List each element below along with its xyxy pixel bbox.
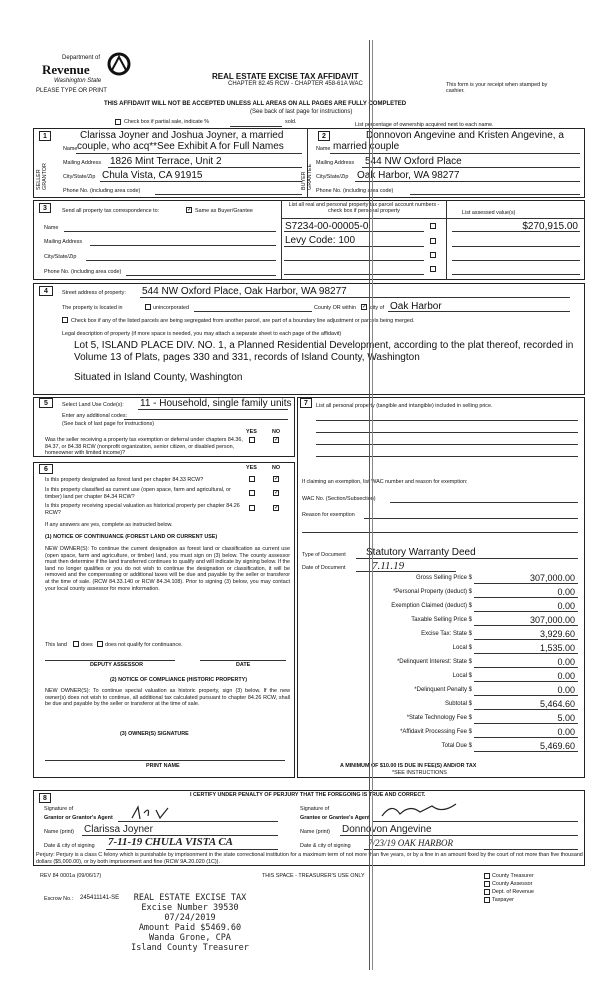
escrow-number: 245411141-SE: [80, 895, 120, 901]
total-due-value[interactable]: 5,469.60: [539, 741, 575, 751]
stamp-amount: Amount Paid $5469.60: [138, 923, 242, 933]
buyer-mail-value[interactable]: 544 NW Oxford Place: [365, 156, 462, 167]
please-type-text: PLEASE TYPE OR PRINT: [36, 88, 107, 94]
stamp-signer: Wanda Grone, CPA: [149, 933, 231, 943]
copy-dor-label: Dept. of Revenue: [492, 889, 534, 895]
county-or-label: County OR within: [314, 305, 356, 311]
document-date-value[interactable]: 7.11.19: [372, 560, 405, 572]
grantee-date-place-label: Date & city of signing: [300, 843, 351, 849]
see-instructions-note: *SEE INSTRUCTIONS: [392, 770, 447, 776]
copy-county-treasurer-label: County Treasurer: [492, 873, 534, 879]
street-address-label: Street address of property:: [62, 290, 126, 296]
list-pct-note: List percentage of ownership acquired next to each name.: [355, 122, 494, 128]
personal-property-checkbox-3[interactable]: [430, 252, 436, 258]
partial-pct-line: [230, 126, 282, 127]
tax-corr-name-label: Name: [44, 225, 59, 231]
grantee-name-print-label: Name (print): [300, 829, 330, 835]
document-type-value[interactable]: Statutory Warranty Deed: [366, 547, 476, 558]
excise-state-value[interactable]: 3,929.60: [539, 629, 575, 639]
exemption-deduct-value[interactable]: 0.00: [557, 601, 575, 611]
section-4-number: 4: [39, 286, 53, 296]
buyer-name-label: Name: [316, 146, 331, 152]
sec5-no-header: NO: [272, 429, 281, 435]
same-as-buyer-label: Same as Buyer/Grantee: [195, 208, 253, 214]
exemption-claim-label: If claiming an exemption, list WAC number and reason for exemption:: [302, 479, 468, 485]
notice-continuance-heading: (1) NOTICE OF CONTINUANCE (FOREST LAND OR CURRENT USE): [45, 534, 218, 540]
city-of-label: city of: [370, 305, 385, 311]
buyer-city-label: City/State/Zip: [316, 174, 349, 180]
exemption-deduct-label: Exemption Claimed (deduct) $: [391, 603, 472, 609]
sec5-no-checkbox[interactable]: ✓: [274, 437, 280, 443]
forest-no-checkbox[interactable]: ✓: [274, 476, 280, 482]
segregated-parcel-checkbox[interactable]: [62, 317, 68, 323]
section-8-number: 8: [39, 793, 51, 803]
personal-property-checkbox-2[interactable]: [430, 238, 436, 244]
taxable-price-label: Taxable Selling Price $: [411, 617, 472, 623]
form-title: REAL ESTATE EXCISE TAX AFFIDAVIT: [212, 72, 359, 81]
stamp-title: REAL ESTATE EXCISE TAX: [133, 893, 247, 903]
sec5-yes-header: YES: [246, 429, 257, 435]
technology-fee-value[interactable]: 5.00: [557, 713, 575, 723]
copy-taxpayer-checkbox[interactable]: [484, 897, 490, 903]
buyer-name-line2[interactable]: married couple: [333, 141, 400, 152]
escrow-label: Escrow No.:: [44, 896, 74, 902]
notice-compliance-heading: (2) NOTICE OF COMPLIANCE (HISTORIC PROPERTY): [110, 677, 248, 683]
delinquent-penalty-label: *Delinquent Penalty $: [414, 687, 472, 693]
excise-state-label: Excise Tax: State $: [421, 631, 472, 637]
parcel-number-1[interactable]: S7234-00-00005-0: [285, 221, 369, 232]
subtotal-label: Subtotal $: [444, 701, 472, 707]
logo-state-text: Washington State: [54, 78, 102, 84]
grantee-signature-icon: [380, 800, 460, 820]
land-use-see-back: (See back of last page for instructions): [62, 421, 154, 427]
segregated-parcel-label: Check box if any of the listed parcels are being segregated from another parcel, are part of a boundary line adjustment or parcels being merged.: [71, 318, 415, 324]
grantor-date-place[interactable]: 7-11-19 CHULA VISTA CA: [108, 836, 234, 848]
grantee-sig-of-label: Signature of: [300, 806, 330, 812]
treasurer-stamp: [120, 893, 260, 953]
personal-property-label: List all personal property (tangible and intangible) included in selling price.: [316, 403, 493, 409]
unincorporated-checkbox[interactable]: [145, 304, 151, 310]
personal-property-deduct-label: *Personal Property (deduct) $: [392, 589, 472, 595]
land-not-qualify-label: does not qualify for continuance.: [105, 642, 183, 648]
processing-fee-label: *Affidavit Processing Fee $: [400, 729, 472, 735]
section-7-number: 7: [300, 398, 312, 408]
seller-phone-label: Phone No. (including area code): [63, 188, 141, 194]
exemption-reason-label: Reason for exemption: [302, 512, 355, 518]
section-5-number: 5: [39, 398, 53, 408]
processing-fee-value[interactable]: 0.00: [557, 727, 575, 737]
personal-property-checkbox-1[interactable]: [430, 223, 436, 229]
delinquent-interest-state-label: *Delinquent Interest: State $: [396, 659, 472, 665]
current-use-question: Is this property classified as current use (open space, farm and agricultural, or timber) land per chapter 84.34 RCW?: [45, 487, 231, 500]
notice-compliance-text: NEW OWNER(S): To continue special valuation as historic property, sign (3) below. If the new owner(s) does not wish to continue, all additional tax calculated pursuant to chapter 84.26 RCW, shall be due and payable by the seller or transferor at the time of sale.: [45, 688, 290, 708]
subtotal-value[interactable]: 5,464.60: [539, 699, 575, 709]
form-revision: REV 84 0001a (09/06/17): [40, 873, 102, 879]
tax-corr-phone-label: Phone No. (including area code): [44, 269, 122, 275]
excise-local-value[interactable]: 1,535.00: [539, 643, 575, 653]
current-use-yes-checkbox[interactable]: [249, 490, 255, 496]
buyer-name-line1[interactable]: Donnovon Angevine and Kristen Angevine, a: [366, 130, 564, 141]
see-back-note: (See back of last page for instructions): [250, 109, 353, 115]
dor-swirl-icon: [106, 51, 132, 77]
delinquent-penalty-value[interactable]: 0.00: [557, 685, 575, 695]
minimum-due-note: A MINIMUM OF $10.00 IS DUE IN FEE(S) AND/OR TAX: [340, 763, 477, 769]
sec6-yes-header: YES: [246, 465, 257, 471]
seller-name-line1[interactable]: Clarissa Joyner and Joshua Joyner, a married: [80, 130, 284, 141]
partial-sale-checkbox[interactable]: [115, 119, 121, 125]
wac-no-label: WAC No. (Section/Subsection): [302, 496, 376, 502]
stamp-date: 07/24/2019: [164, 913, 216, 923]
notice-continuance-text: NEW OWNER(S): To continue the current designation as forest land or classification as current use (open space, farm and agriculture, or timber) land, you must sign on (3) below. The county assessor must then determine if the land transferred continues to qualify and will indicate by signing below. If the land no longer qualifies or you do not wish to continue the designation or classification, it will be removed and the compensating or additional taxes will be due and payable by the seller or transferor at the time of sale. (RCW 84.33.140 or RCW 84.34.108). Prior to signing (3) below, you may contact your local county assessor for more information.: [45, 546, 290, 592]
seller-mail-label: Mailing Address: [63, 160, 102, 166]
grantee-name-print[interactable]: Donnovon Angevine: [342, 824, 432, 835]
excise-local-label: Local $: [452, 645, 472, 651]
deputy-assessor-label: DEPUTY ASSESSOR: [90, 662, 144, 668]
land-does-not-checkbox[interactable]: [97, 641, 103, 647]
list-parcels-label: List all real and personal property tax parcel account numbers - check box if personal property: [288, 202, 440, 215]
this-land-label: This land: [45, 642, 67, 648]
assessed-value-label: List assessed value(s): [462, 210, 516, 216]
certify-statement: I CERTIFY UNDER PENALTY OF PERJURY THAT THE FOREGOING IS TRUE AND CORRECT.: [190, 792, 426, 798]
copy-county-assessor-label: County Assessor: [492, 881, 533, 887]
situated-text[interactable]: Situated in Island County, Washington: [74, 372, 243, 383]
historic-no-checkbox[interactable]: ✓: [274, 505, 280, 511]
grantor-sig-of-label: Signature of: [44, 806, 74, 812]
buyer-side-label: BUYER GRANTEE: [301, 163, 314, 190]
gross-price-value[interactable]: 307,000.00: [529, 573, 575, 583]
document-type-label: Type of Document: [302, 552, 346, 558]
send-correspondence-label: Send all property tax correspondence to:: [62, 208, 160, 214]
treasurer-use-label: THIS SPACE - TREASURER'S USE ONLY: [262, 873, 365, 879]
buyer-mail-label: Mailing Address: [316, 160, 355, 166]
form-chapter: CHAPTER 82.45 RCW - CHAPTER 458-61A WAC: [228, 81, 363, 87]
historic-yes-checkbox[interactable]: [249, 505, 255, 511]
grantor-name-print-label: Name (print): [44, 829, 74, 835]
document-date-label: Date of Document: [302, 565, 346, 571]
perjury-notice: Perjury: Perjury is a class C felony which is punishable by imprisonment in the state correctional institution for a maximum term of not more than five years, or by a fine in an amount fixed by the court of not more than five thousand dollars ($5,000.00), or by both imprisonment and fine (RCW 9A.20.020 (1C)).: [36, 852, 583, 865]
city-value[interactable]: Oak Harbor: [390, 301, 442, 312]
copy-taxpayer-label: Taxpayer: [492, 897, 514, 903]
land-does-checkbox[interactable]: [73, 641, 79, 647]
forest-yes-checkbox[interactable]: [249, 476, 255, 482]
stamp-excise-number: Excise Number 39530: [141, 903, 239, 913]
assessed-value-1[interactable]: $270,915.00: [522, 221, 578, 232]
sec5-yes-checkbox[interactable]: [249, 437, 255, 443]
section-1-number: 1: [39, 131, 51, 141]
land-use-label: Select Land Use Code(s):: [62, 402, 124, 408]
copy-dor-checkbox[interactable]: [484, 889, 490, 895]
forest-land-question: Is this property designated as forest land per chapter 84.33 RCW?: [45, 477, 204, 483]
unincorporated-label: unincorporated: [153, 305, 189, 311]
print-name-label: PRINT NAME: [146, 763, 180, 769]
grantor-agent-label: Grantor or Grantor's Agent: [44, 815, 113, 821]
sold-label: sold.: [285, 119, 297, 125]
land-does-label: does: [81, 642, 93, 648]
grantee-agent-label: Grantee or Grantee's Agent: [300, 815, 370, 821]
located-in-label: The property is located in: [62, 305, 123, 311]
levy-code[interactable]: Levy Code: 100: [285, 235, 356, 246]
not-accepted-warning: THIS AFFIDAVIT WILL NOT BE ACCEPTED UNLESS ALL AREAS ON ALL PAGES ARE FULLY COMPLETED: [104, 101, 407, 107]
additional-codes-label: Enter any additional codes:: [62, 413, 128, 419]
street-address-value[interactable]: 544 NW Oxford Place, Oak Harbor, WA 98277: [142, 286, 347, 297]
current-use-no-checkbox[interactable]: ✓: [274, 490, 280, 496]
same-as-buyer-checkbox[interactable]: ✓: [187, 207, 193, 213]
seller-mail-value[interactable]: 1826 Mint Terrace, Unit 2: [110, 156, 222, 167]
seller-city-value[interactable]: Chula Vista, CA 91915: [102, 170, 203, 181]
buyer-phone-label: Phone No. (including area code): [316, 188, 394, 194]
owner-signature-label: (3) OWNER(S) SIGNATURE: [120, 731, 189, 737]
grantee-date-place[interactable]: 7/23/19 OAK HARBOR: [368, 838, 453, 848]
logo-revenue-text: Revenue: [42, 62, 90, 77]
land-use-code[interactable]: 11 - Household, single family units: [140, 398, 292, 409]
personal-property-deduct-value[interactable]: 0.00: [557, 587, 575, 597]
if-any-yes-note: If any answers are yes, complete as instructed below.: [45, 522, 173, 528]
grantor-name-print[interactable]: Clarissa Joyner: [84, 824, 153, 835]
fold-line: [369, 40, 370, 970]
stamp-office: Island County Treasurer: [131, 943, 249, 953]
buyer-city-value[interactable]: Oak Harbor, WA 98277: [357, 170, 460, 181]
grantor-signature-icon: [130, 804, 190, 822]
receipt-note: This form is your receipt when stamped by cashier.: [446, 82, 548, 95]
seller-name-label: Name: [63, 146, 78, 152]
section-3-number: 3: [39, 203, 51, 213]
section-6-number: 6: [39, 464, 53, 474]
gross-price-label: Gross Selling Price $: [415, 575, 472, 581]
delinquent-interest-state-value[interactable]: 0.00: [557, 657, 575, 667]
section-2-number: 2: [318, 131, 330, 141]
legal-description-text[interactable]: Lot 5, ISLAND PLACE DIV. NO. 1, a Planned Residential Development, according to the plat thereof, recorded in Volume 13 of Plats, pages 330 and 331, records of Island County, Washington: [74, 340, 574, 363]
delinquent-interest-local-value[interactable]: 0.00: [557, 671, 575, 681]
seller-side-label: SELLER GRANTOR: [36, 163, 49, 190]
copy-county-treasurer-checkbox[interactable]: [484, 873, 490, 879]
legal-description-label: Legal description of property (if more space is needed, you may attach a separate sheet to each page of the affidavit): [62, 331, 342, 337]
technology-fee-label: *State Technology Fee $: [406, 715, 472, 721]
sec6-no-header: NO: [272, 465, 281, 471]
seller-name-line2[interactable]: couple, who acq**See Exhibit A for Full Names: [77, 141, 284, 152]
taxable-price-value[interactable]: 307,000.00: [529, 615, 575, 625]
city-within-checkbox[interactable]: ✓: [362, 304, 368, 310]
seller-city-label: City/State/Zip: [63, 174, 96, 180]
historic-question: Is this property receiving special valuation as historical property per chapter 84.26 RCW?: [45, 503, 240, 516]
total-due-label: Total Due $: [441, 743, 472, 749]
delinquent-interest-local-label: Local $: [452, 673, 472, 679]
grantor-date-place-label: Date & city of signing: [44, 843, 95, 849]
tax-corr-mail-label: Mailing Address: [44, 239, 83, 245]
copy-county-assessor-checkbox[interactable]: [484, 881, 490, 887]
personal-property-checkbox-4[interactable]: [430, 266, 436, 272]
fold-line-2: [372, 40, 373, 970]
tax-corr-city-label: City/State/Zip: [44, 254, 77, 260]
partial-sale-label: Check box if partial sale, indicate %: [124, 119, 210, 125]
deputy-date-label: DATE: [236, 662, 251, 668]
logo-dept-text: Department of: [62, 55, 101, 61]
exemption-question: Was the seller receiving a property tax exemption or deferral under chapters 84.36, 84.37, or 84.38 RCW (nonprofit organization, senior citizen, or disabled person, homeowner with limited income)?: [45, 437, 243, 456]
